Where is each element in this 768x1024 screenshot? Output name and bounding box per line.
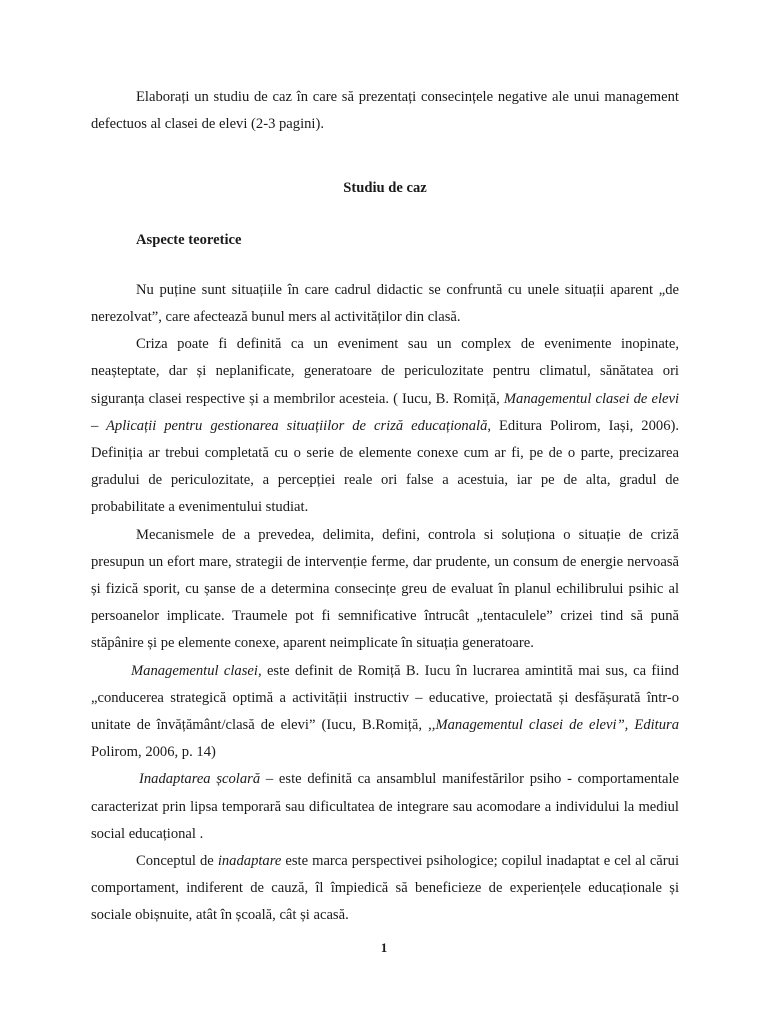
concept-text-b: este marca perspectivei psihologice; copilul inadaptat e cel al cărui comportament, indiferent de cauză, îl împiedică să beneficieze de experiențele educaționale și sociale obișnuite, atât în școală, cât și acasă. xyxy=(91,853,679,924)
paragraph-class-management xyxy=(91,658,679,767)
class-management-term: Managementul clasei, xyxy=(131,662,262,679)
section-heading: Aspecte teoretice xyxy=(136,231,242,248)
paragraph-mechanisms: Mecanismele de a prevedea, delimita, defini, controla si soluționa o situație de criză presupun un efort mare, strategii de intervenție ferme, dar prudente, un consum de energie nervoasă și fizică sporit, cu șanse de a determina consecințe greu de evaluat în planul echilibrului psihic al persoanelor implicate. Traumele pot fi semnificative întrucât „tentaculele” crizei tind să pună stăpânire și pe elemente conexe, aparent neimplicate în situația generatoare. xyxy=(91,526,679,652)
paragraph-school-maladjustment xyxy=(91,766,679,848)
paragraph-crisis-definition xyxy=(91,331,679,521)
paragraph-inadaptation-concept xyxy=(91,848,679,930)
concept-text-a: Conceptul de xyxy=(136,853,218,870)
document-page xyxy=(91,84,679,930)
concept-term: inadaptare xyxy=(217,853,282,870)
document-title: Studiu de caz xyxy=(343,180,427,197)
page-number: 1 xyxy=(380,940,388,955)
class-management-text-a: este definit de Romiță B. Iucu în lucrarea amintită mai sus, ca fiind „conducerea strategică optimă a activității instructiv – educative, proiectată și desfășurată într-o unitate de învățământ/clasă de elevi” (Iucu, B.Romiță, xyxy=(91,662,679,734)
crisis-citation-title: Managementul clasei de elevi – Aplicații pentru gestionarea situațiilor de criză educațională xyxy=(91,390,680,434)
crisis-text-a: Criza poate fi definită ca un eveniment sau un complex de evenimente inopinate, neașteptate, dar și neplanificate, generatoare de periculozitate pentru climatul, sănătatea ori siguranța clasei respective și a membrilor acesteia. ( Iucu, B. Romiță, xyxy=(91,336,679,407)
class-management-citation-title: ,,Managementul clasei de elevi”, Editura xyxy=(428,717,679,734)
assignment-prompt: Elaborați un studiu de caz în care să prezentați consecințele negative ale unui management defectuos al clasei de elevi (2-3 pagini). xyxy=(91,89,679,133)
maladjustment-text: – este definită ca ansamblul manifestărilor psiho - comportamentale caracterizat prin lipsa temporară sau dificultatea de integrare sau acomodare a individului la mediul social educațional . xyxy=(91,771,679,842)
crisis-text-b: , Editura Polirom, Iași, 2006). Definiția ar trebui completată cu o serie de elemente conexe cum ar fi, pe de o parte, precizarea gradului de periculozitate, a percepției reale ori false a acestuia, iar pe de alta, gradul de probabilitate a evenimentului studiat. xyxy=(91,417,679,516)
maladjustment-term: Inadaptarea școlară xyxy=(139,771,261,788)
class-management-text-b: Polirom, 2006, p. 14) xyxy=(91,744,216,761)
paragraph-situations: Nu puține sunt situațiile în care cadrul didactic se confruntă cu unele situații aparent „de nerezolvat”, care afectează bunul mers al activităților din clasă. xyxy=(91,281,679,326)
